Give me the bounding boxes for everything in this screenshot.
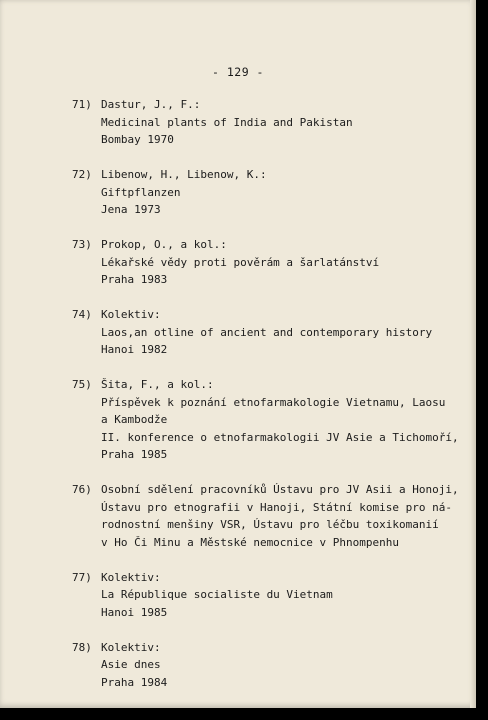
reference-line: Hanoi 1985 (101, 605, 168, 619)
reference-item (72, 166, 464, 219)
reference-number: 75) (72, 378, 92, 391)
page-number: - 129 - (212, 65, 264, 79)
reference-body (101, 376, 464, 464)
reference-line: Giftpflanzen (101, 185, 181, 199)
reference-number: 72) (72, 168, 92, 181)
reference-line: Libenow, H., Libenow, K.: (101, 168, 267, 181)
reference-line: Laos,an otline of ancient and contemporary history (101, 325, 433, 339)
reference-line: Dastur, J., F.: (101, 98, 201, 111)
reference-body (101, 96, 464, 149)
reference-line: Osobní sdělení pracovníků Ústavu pro JV Asii a Honoji, (101, 483, 459, 496)
reference-body (101, 481, 464, 551)
reference-number: 76) (72, 483, 92, 496)
reference-line: a Kambodže (101, 413, 168, 426)
reference-line: Šita, F., a kol.: (101, 378, 214, 391)
reference-line: Lékařské vědy proti pověrám a šarlatánství (101, 255, 380, 269)
page-edge (470, 0, 476, 708)
reference-body (101, 236, 464, 289)
reference-line: Kolektiv: (101, 570, 161, 584)
reference-body (101, 166, 464, 219)
reference-line: Praha 1984 (101, 675, 168, 689)
reference-line: II. konference o etnofarmakologii JV Asie a Tichomoří, (101, 430, 459, 444)
reference-number: 74) (72, 308, 92, 321)
reference-line: Kolektiv: (101, 640, 161, 654)
reference-line: Prokop, O., a kol.: (101, 238, 227, 251)
reference-body (101, 569, 464, 622)
reference-line: v Ho Či Minu a Městské nemocnice v Phnompenhu (101, 535, 400, 549)
reference-line: Praha 1985 (101, 448, 168, 461)
reference-line: Ústavu pro etnografii v Hanoji, Státní komise pro ná- (101, 500, 452, 514)
reference-line: Hanoi 1982 (101, 343, 168, 356)
reference-line: Jena 1973 (101, 203, 161, 216)
reference-item (72, 569, 464, 622)
reference-line: La République socialiste du Vietnam (101, 588, 333, 601)
reference-line: Asie dnes (101, 658, 161, 671)
reference-item (72, 306, 464, 359)
reference-line: Praha 1983 (101, 273, 168, 286)
reference-number: 73) (72, 238, 92, 251)
reference-line: Medicinal plants of India and Pakistan (101, 115, 353, 129)
reference-body (101, 639, 464, 692)
reference-item (72, 96, 464, 149)
reference-number: 71) (72, 98, 92, 111)
reference-line: rodnostní menšiny VSR, Ústavu pro léčbu toxikomanií (101, 518, 439, 531)
reference-number: 78) (72, 640, 92, 654)
reference-body (101, 306, 464, 359)
reference-item (72, 481, 464, 551)
reference-item (72, 236, 464, 289)
reference-item (72, 639, 464, 692)
reference-line: Příspěvek k poznání etnofarmakologie Vietnamu, Laosu (101, 395, 446, 409)
reference-line: Kolektiv: (101, 308, 161, 321)
reference-line: Bombay 1970 (101, 133, 174, 146)
reference-list (72, 96, 464, 709)
reference-item (72, 376, 464, 464)
reference-number: 77) (72, 570, 92, 584)
